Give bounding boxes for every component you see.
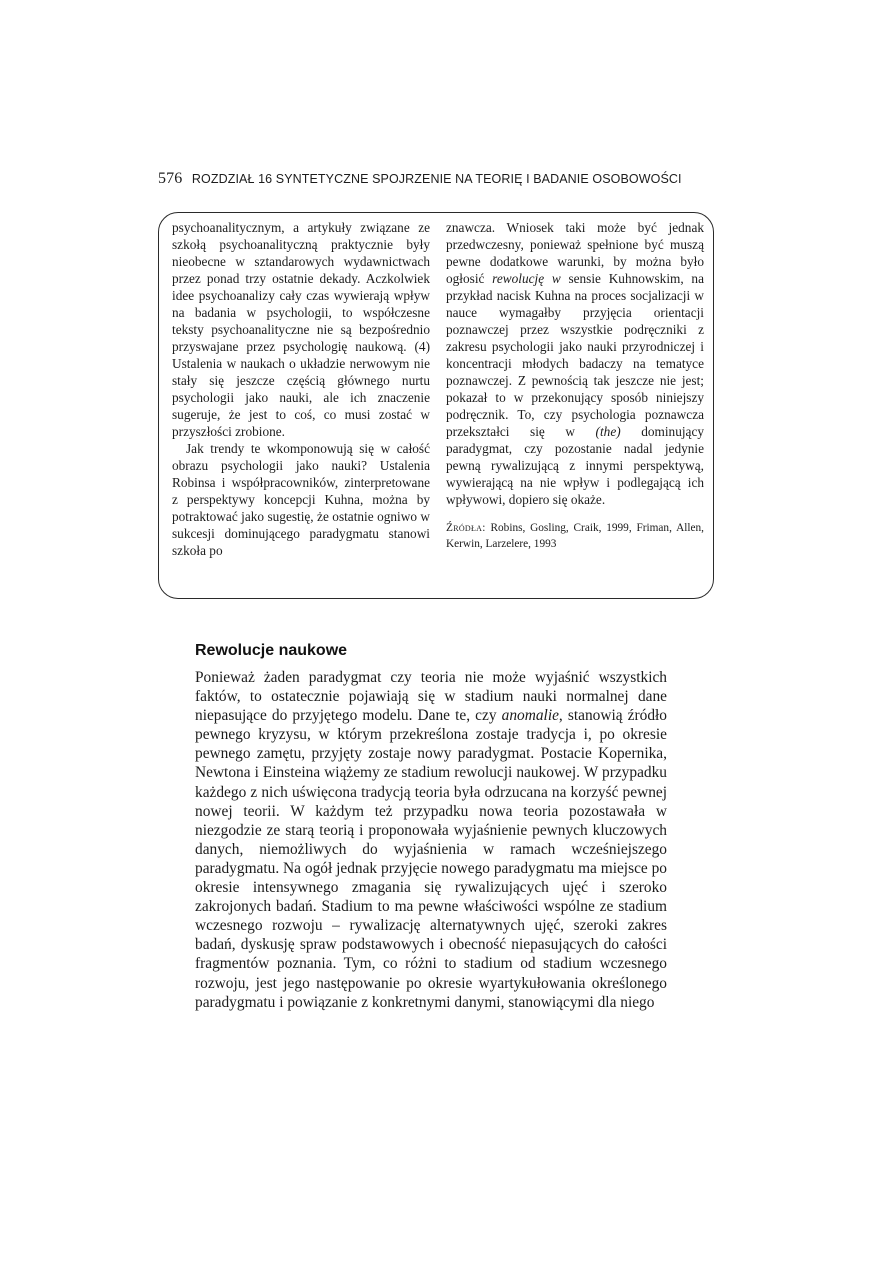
text-run: znawcza. Wniosek taki może być jednak przedwczesny, ponieważ spełnione być muszą pewne dodatkowe warunki, by można było ogłosić bbox=[446, 220, 704, 286]
section-body bbox=[195, 668, 667, 1012]
sources-note bbox=[446, 520, 704, 552]
body-paragraph bbox=[195, 668, 667, 1012]
page-number: 576 bbox=[158, 170, 183, 187]
box-paragraph bbox=[446, 219, 704, 508]
section-heading: Rewolucje naukowe bbox=[195, 642, 348, 659]
box-left-column bbox=[172, 219, 430, 559]
emphasis: rewolucję w bbox=[492, 271, 561, 286]
running-title: ROZDZIAŁ 16 SYNTETYCZNE SPOJRZENIE NA TEORIĘ I BADANIE OSOBOWOŚCI bbox=[191, 172, 682, 186]
box-paragraph: psychoanalitycznym, a artykuły związane ze szkołą psychoanalityczną praktycznie były nieobecne w sztandarowych wydawnictwach przez ponad trzy ostatnie dekady. Aczkolwiek idee psychoanalizy cały czas wywierają wpływ na badania w psychologii, to współczesne teksty psychoanalityczne nie są bezpośrednio przyswajane przez psychologię naukową. (4) Ustalenia w naukach o układzie nerwowym nie stały się jeszcze częścią głównego nurtu psychologii jako nauki, ale ich znaczenie sugeruje, że jest to coś, co musi zostać w przyszłości zrobione. bbox=[172, 220, 430, 439]
emphasis: anomalie bbox=[501, 707, 559, 725]
sources-label: Źródła: bbox=[446, 522, 486, 534]
box-right-column bbox=[446, 219, 704, 552]
running-header bbox=[158, 170, 682, 188]
box-paragraph: Jak trendy te wkomponowują się w całość obrazu psychologii jako nauki? Ustalenia Robinsa i współpracowników, zinterpretowane z perspektywy koncepcji Kuhna, można by potraktować jako sugestię, że ostatnie ogniwo w sukcesji dominującego paradygmatu stanowi szkoła po bbox=[172, 441, 430, 558]
text-run: sensie Kuhnowskim, na przykład nacisk Kuhna na proces socjalizacji w nauce wymagałby przyjęcia orientacji poznawczej przez wszystkie podręczniki z zakresu psychologii jako nauki przyrodniczej i koncentracji młodych badaczy na tematyce poznawczej. Z pewnością tak jeszcze nie jest; pokazał to w przekonujący sposób niniejszy podręcznik. To, czy psychologia poznawcza przekształci się w bbox=[446, 271, 704, 439]
text-run: , stanowią źródło pewnego kryzysu, w którym przekreślona zostaje tradycja i, po okresie pewnego zamętu, przyjęty zostaje nowy paradygmat. Postacie Kopernika, Newtona i Einsteina wiążemy ze stadium rewolucji naukowej. W przypadku każdego z nich uświęcona tradycją teoria była odrzucana na korzyść pewnej nowej teorii. W każdym też przypadku nowa teoria pozostawała w niezgodzie ze starą teorią i proponowała wyjaśnienie pewnych kluczowych danych, niemożliwych do wyjaśnienia w ramach wcześniejszego paradygmatu. Na ogół jednak przyjęcie nowego paradygmatu ma miejsce po okresie intensywnego zmagania się rywalizujących ujęć i szeroko zakrojonych badań. Stadium to ma pewne właściwości wspólne ze stadium wczesnego rozwoju – rywalizację alternatywnych ujęć, szeroki zakres badań, dyskusję spraw podstawowych i obecność niepasujących do całości fragmentów poznania. Tym, co różni to stadium od stadium wczesnego rozwoju, jest jego następowanie po okresie wyartykułowania określonego paradygmatu i powiązanie z konkretnymi danymi, stanowiącymi dla niego bbox=[195, 707, 667, 1011]
text-run: dominujący paradygmat, czy pozostanie nadal jedynie pewną rywalizującą z innymi perspektywą, wywierającą na nie wpływ i podlegającą ich wpływowi, dopiero się okaże. bbox=[446, 424, 704, 507]
text-run: Ponieważ żaden paradygmat czy teoria nie może wyjaśnić wszystkich faktów, to ostatecznie pojawiają się w stadium nauki normalnej dane niepasujące do przyjętego modelu. Dane te, czy bbox=[195, 669, 667, 725]
emphasis: (the) bbox=[595, 424, 621, 439]
sources-text: Robins, Gosling, Craik, 1999, Friman, Allen, Kerwin, Larzelere, 1993 bbox=[446, 522, 704, 550]
